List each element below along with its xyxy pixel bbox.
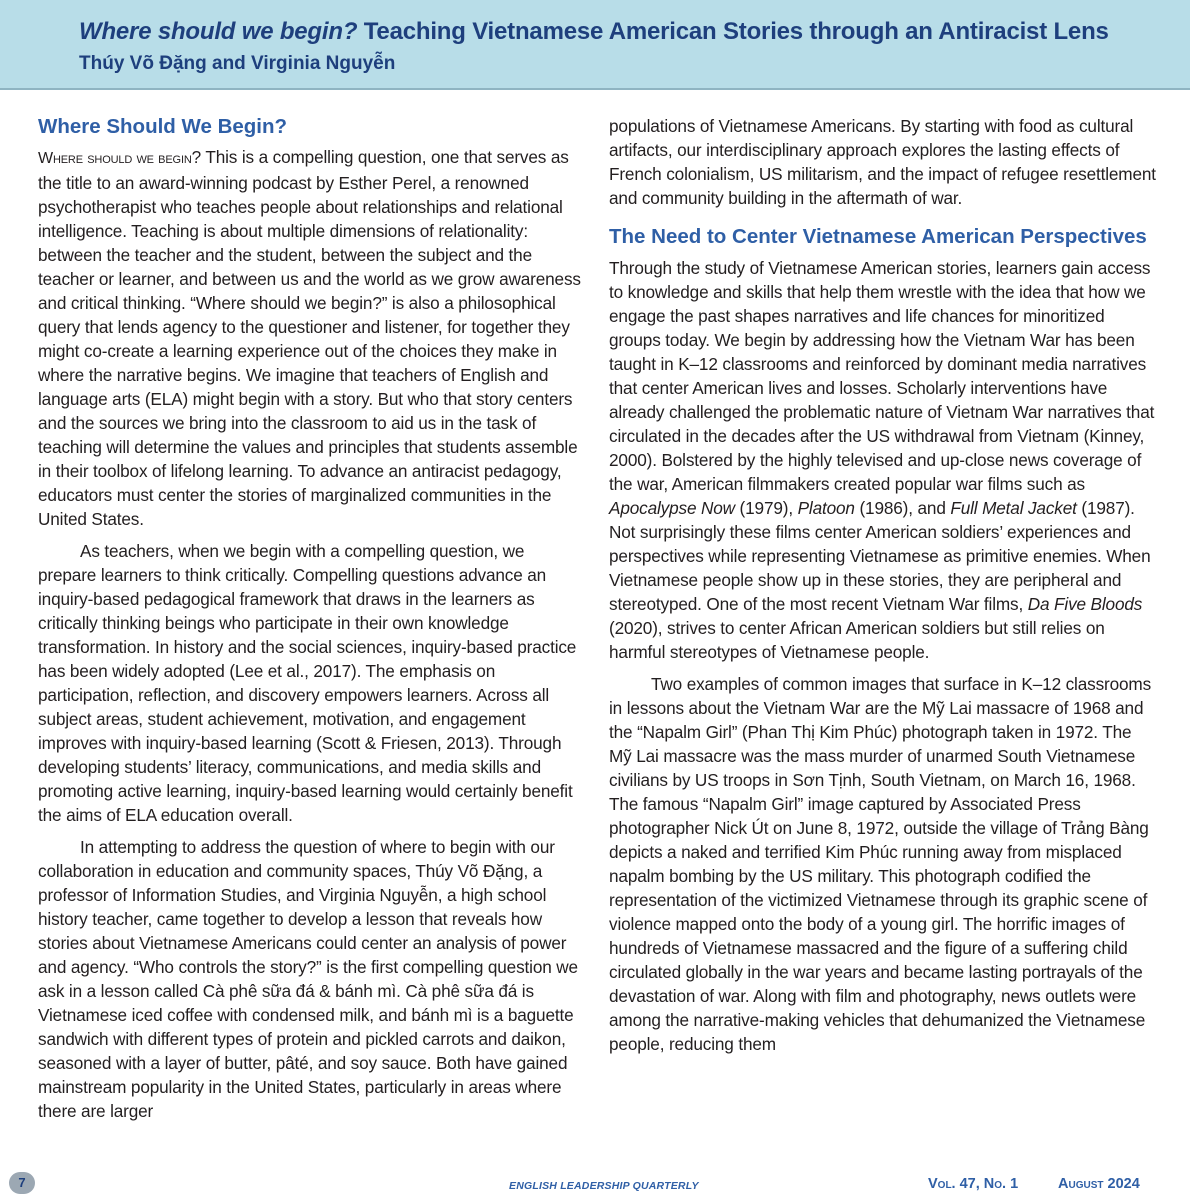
text-run: (1979), [734, 498, 798, 518]
film-title: Da Five Bloods [1027, 594, 1143, 614]
text-run: (1987). Not surprisingly these films center American soldiers’ experiences and perspectives while representing Vietnamese as primitive enemies. When Vietnamese people show up in these stories, they are peripheral and stereotyped. One of the most recent Vietnam War films, [609, 498, 1151, 614]
paragraph-intro [38, 145, 583, 531]
page-footer [0, 1172, 1190, 1200]
film-title: Platoon [797, 498, 855, 518]
title-question: Where should we begin? [79, 18, 358, 45]
section-heading-where-to-begin: Where Should We Begin? [38, 115, 288, 138]
text-run: (1986), and [854, 498, 951, 518]
section-heading-center-perspectives: The Need to Center Vietnamese American Perspectives [609, 225, 1147, 248]
paragraph-compelling-questions: As teachers, when we begin with a compelling question, we prepare learners to think critically. Compelling questions advance an inquiry-based pedagogical framework that draws in the learners as critically thinking beings who participate in their own knowledge transformation. In history and the social sciences, inquiry-based practice has been widely adopted (Lee et al., 2017). The emphasis on participation, reflection, and discovery empowers learners. Across all subject areas, student achievement, motivation, and engagement improves with inquiry-based learning (Scott & Friesen, 2013). Through developing students’ literacy, communications, and media skills and promoting active learning, inquiry-based learning would certainly benefit the aims of ELA education overall. [38, 541, 577, 825]
paragraph-study-stories [609, 256, 1156, 664]
title-rest: Teaching Vietnamese American Stories through an Antiracist Lens [357, 18, 1109, 45]
lead-in-smallcaps: Where should we begin [38, 150, 192, 167]
article-header [0, 0, 1190, 90]
article-authors: Thúy Võ Đặng and Virginia Nguyễn [79, 53, 396, 74]
journal-name: ENGLISH LEADERSHIP QUARTERLY [509, 1180, 699, 1192]
issue-date: August 2024 [1058, 1176, 1140, 1192]
article-title [79, 18, 1109, 46]
volume-issue: Vol. 47, No. 1 [928, 1176, 1019, 1192]
left-column [38, 114, 583, 1123]
right-column [609, 114, 1156, 1056]
paragraph-common-images: Two examples of common images that surface in K–12 classrooms in lessons about the Vietnam War are the Mỹ Lai massacre of 1968 and the “Napalm Girl” (Phan Thị Kim Phúc) photograph taken in 1972. The Mỹ Lai massacre was the mass murder of unarmed South Vietnamese civilians by US troops in Sơn Tịnh, South Vietnam, on March 16, 1968. The famous “Napalm Girl” image captured by Associated Press photographer Nick Út on June 8, 1972, outside the village of Trảng Bàng depicts a naked and terrified Kim Phúc running away from misplaced napalm bombing by the US military. This photograph codified the representation of the victimized Vietnamese through its graphic scene of violence mapped onto the body of a young girl. The horrific images of hundreds of Vietnamese massacred and the figure of a suffering child circulated globally in the war years and became lasting portrayals of the devastation of war. Along with film and photography, news outlets were among the narrative-making vehicles that dehumanized the Vietnamese people, reducing them [609, 674, 1152, 1054]
text-run: Through the study of Vietnamese American stories, learners gain access to knowledge and skills that help them wrestle with the idea that how we engage the past shapes narratives and life chances for minoritized groups today. We begin by addressing how the Vietnam War has been taught in K–12 classrooms and reinforced by dominant media narratives that center American lives and losses. Scholarly interventions have already challenged the problematic nature of Vietnam War narratives that circulated in the decades after the US withdrawal from Vietnam (Kinney, 2000). Bolstered by the highly televised and up-close news coverage of the war, American filmmakers created popular war films such as [609, 258, 1155, 494]
film-title: Apocalypse Now [609, 498, 735, 518]
paragraph-continued: populations of Vietnamese Americans. By starting with food as cultural artifacts, our interdisciplinary approach explores the lasting effects of French colonialism, US militarism, and the impact of refugee resettlement and community building in the aftermath of war. [609, 116, 1156, 208]
paragraph-collaboration: In attempting to address the question of where to begin with our collaboration in education and community spaces, Thúy Võ Đặng, a professor of Information Studies, and Virginia Nguyễn, a high school history teacher, came together to develop a lesson that reveals how stories about Vietnamese Americans could center an analysis of power and agency. “Who controls the story?” is the first compelling question we ask in a lesson called Cà phê sữa đá & bánh mì. Cà phê sữa đá is Vietnamese iced coffee with condensed milk, and bánh mì is a baguette sandwich with different types of protein and pickled carrots and daikon, seasoned with a layer of butter, pâté, and soy sauce. Both have gained mainstream popularity in the United States, particularly in areas where there are larger [38, 837, 578, 1121]
page-number-badge: 7 [9, 1172, 35, 1194]
film-title: Full Metal Jacket [950, 498, 1077, 518]
text-run: (2020), strives to center African American soldiers but still relies on harmful stereotypes of Vietnamese people. [609, 618, 1105, 662]
paragraph-intro-text: ? This is a compelling question, one that serves as the title to an award-winning podcast by Esther Perel, a renowned psychotherapist who teaches people about relationships and relational intelligence. Teaching is about multiple dimensions of relationality: between the teacher and the student, between the subject and the teacher or learner, and between us and the world as we grow awareness and critical thinking. “Where should we begin?” is also a philosophical query that lends agency to the questioner and listener, for together they might co-create a learning experience out of the choices they make in where the narrative begins. We imagine that teachers of English and language arts (ELA) might begin with a story. But who that story centers and the sources we bring into the classroom to aid us in the task of teaching will determine the values and principles that students assemble in their toolbox of lifelong learning. To advance an antiracist pedagogy, educators must center the stories of marginalized communities in the United States. [38, 147, 581, 529]
